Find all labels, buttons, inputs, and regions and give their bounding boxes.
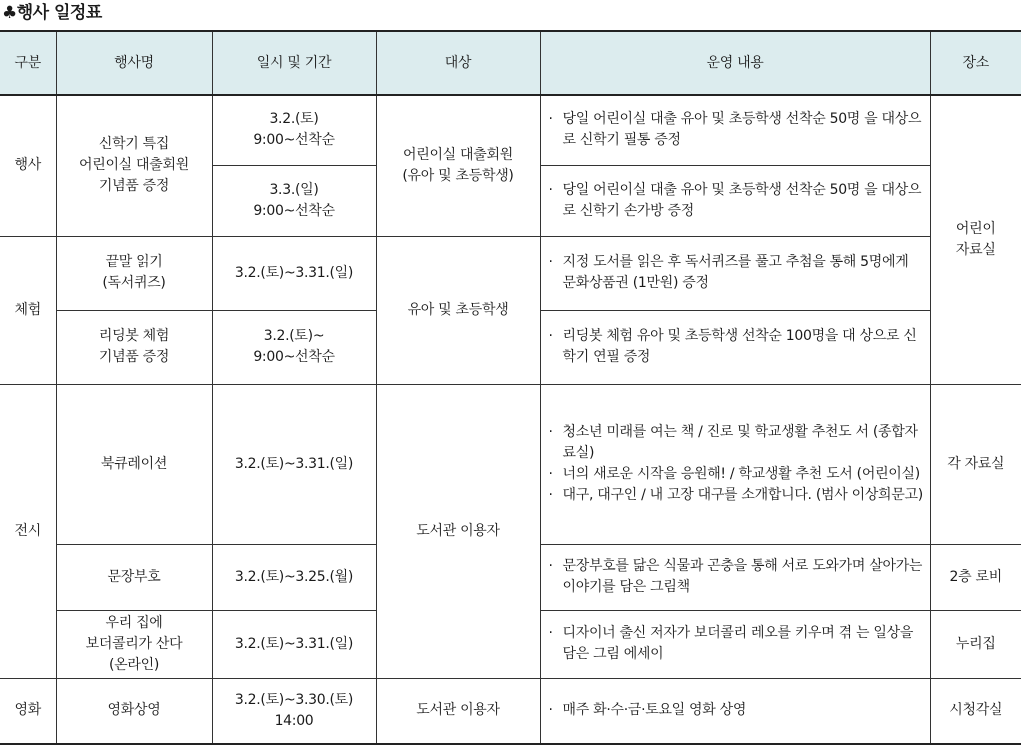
header-place: 장소 xyxy=(930,31,1021,95)
event-name-cell: 문장부호 xyxy=(56,544,212,610)
category-cell: 체험 xyxy=(0,236,56,384)
header-target: 대상 xyxy=(376,31,540,95)
content-cell: · 청소년 미래를 여는 책 / 진로 및 학교생활 추천도 서 (종합자료실) · 너의 새로운 시작을 응원해! / 학교생활 추천 도서 (어린이실) · 대구, 대구인 / 내 고장 대구를 소개합니다. (범사 이상희문고) xyxy=(540,384,930,544)
category-cell: 행사 xyxy=(0,95,56,236)
category-cell: 전시 xyxy=(0,384,56,678)
event-name-cell: 우리 집에 보더콜리가 산다 (온라인) xyxy=(56,610,212,678)
event-name-cell: 영화상영 xyxy=(56,678,212,744)
event-schedule-table xyxy=(0,30,1021,745)
date-cell: 3.2.(토)~3.25.(월) xyxy=(212,544,376,610)
content-cell: · 지정 도서를 읽은 후 독서퀴즈를 풀고 추첨을 통해 5명에게 문화상품권 (1만원) 증정 xyxy=(540,236,930,310)
date-cell: 3.2.(토)~3.31.(일) xyxy=(212,236,376,310)
target-cell: 유아 및 초등학생 xyxy=(376,236,540,384)
date-cell: 3.3.(일) 9:00~선착순 xyxy=(212,165,376,236)
place-cell: 2층 로비 xyxy=(930,544,1021,610)
target-cell: 도서관 이용자 xyxy=(376,678,540,744)
target-cell: 어린이실 대출회원 (유아 및 초등학생) xyxy=(376,95,540,236)
place-cell: 각 자료실 xyxy=(930,384,1021,544)
event-name-cell: 리딩봇 체험 기념품 증정 xyxy=(56,310,212,384)
date-cell: 3.2.(토)~3.31.(일) xyxy=(212,384,376,544)
event-name-cell: 북큐레이션 xyxy=(56,384,212,544)
table-row xyxy=(0,95,1021,165)
date-cell: 3.2.(토) 9:00~선착순 xyxy=(212,95,376,165)
place-cell: 어린이 자료실 xyxy=(930,95,1021,384)
category-cell: 영화 xyxy=(0,678,56,744)
header-content: 운영 내용 xyxy=(540,31,930,95)
content-cell: · 당일 어린이실 대출 유아 및 초등학생 선착순 50명 을 대상으로 신학기 필통 증정 xyxy=(540,95,930,165)
content-cell: · 디자이너 출신 저자가 보더콜리 레오를 키우며 겪 는 일상을 담은 그림 에세이 xyxy=(540,610,930,678)
content-cell: · 리딩봇 체험 유아 및 초등학생 선착순 100명을 대 상으로 신학기 연필 증정 xyxy=(540,310,930,384)
date-cell: 3.2.(토)~3.30.(토) 14:00 xyxy=(212,678,376,744)
date-cell: 3.2.(토)~3.31.(일) xyxy=(212,610,376,678)
table-row xyxy=(0,384,1021,544)
content-cell: · 문장부호를 닮은 식물과 곤충을 통해 서로 도와가며 살아가는 이야기를 담은 그림책 xyxy=(540,544,930,610)
content-cell: · 당일 어린이실 대출 유아 및 초등학생 선착순 50명 을 대상으로 신학기 손가방 증정 xyxy=(540,165,930,236)
header-event-name: 행사명 xyxy=(56,31,212,95)
place-cell: 누리집 xyxy=(930,610,1021,678)
table-row xyxy=(0,678,1021,744)
date-cell: 3.2.(토)~ 9:00~선착순 xyxy=(212,310,376,384)
event-name-cell: 끝말 읽기 (독서퀴즈) xyxy=(56,236,212,310)
target-cell: 도서관 이용자 xyxy=(376,384,540,678)
page-title: ♣행사 일정표 xyxy=(2,3,102,23)
header-category: 구분 xyxy=(0,31,56,95)
header-date-period: 일시 및 기간 xyxy=(212,31,376,95)
event-name-cell: 신학기 특집 어린이실 대출회원 기념품 증정 xyxy=(56,95,212,236)
table-row xyxy=(0,236,1021,310)
content-cell: · 매주 화·수·금·토요일 영화 상영 xyxy=(540,678,930,744)
table-header-row xyxy=(0,31,1021,95)
place-cell: 시청각실 xyxy=(930,678,1021,744)
